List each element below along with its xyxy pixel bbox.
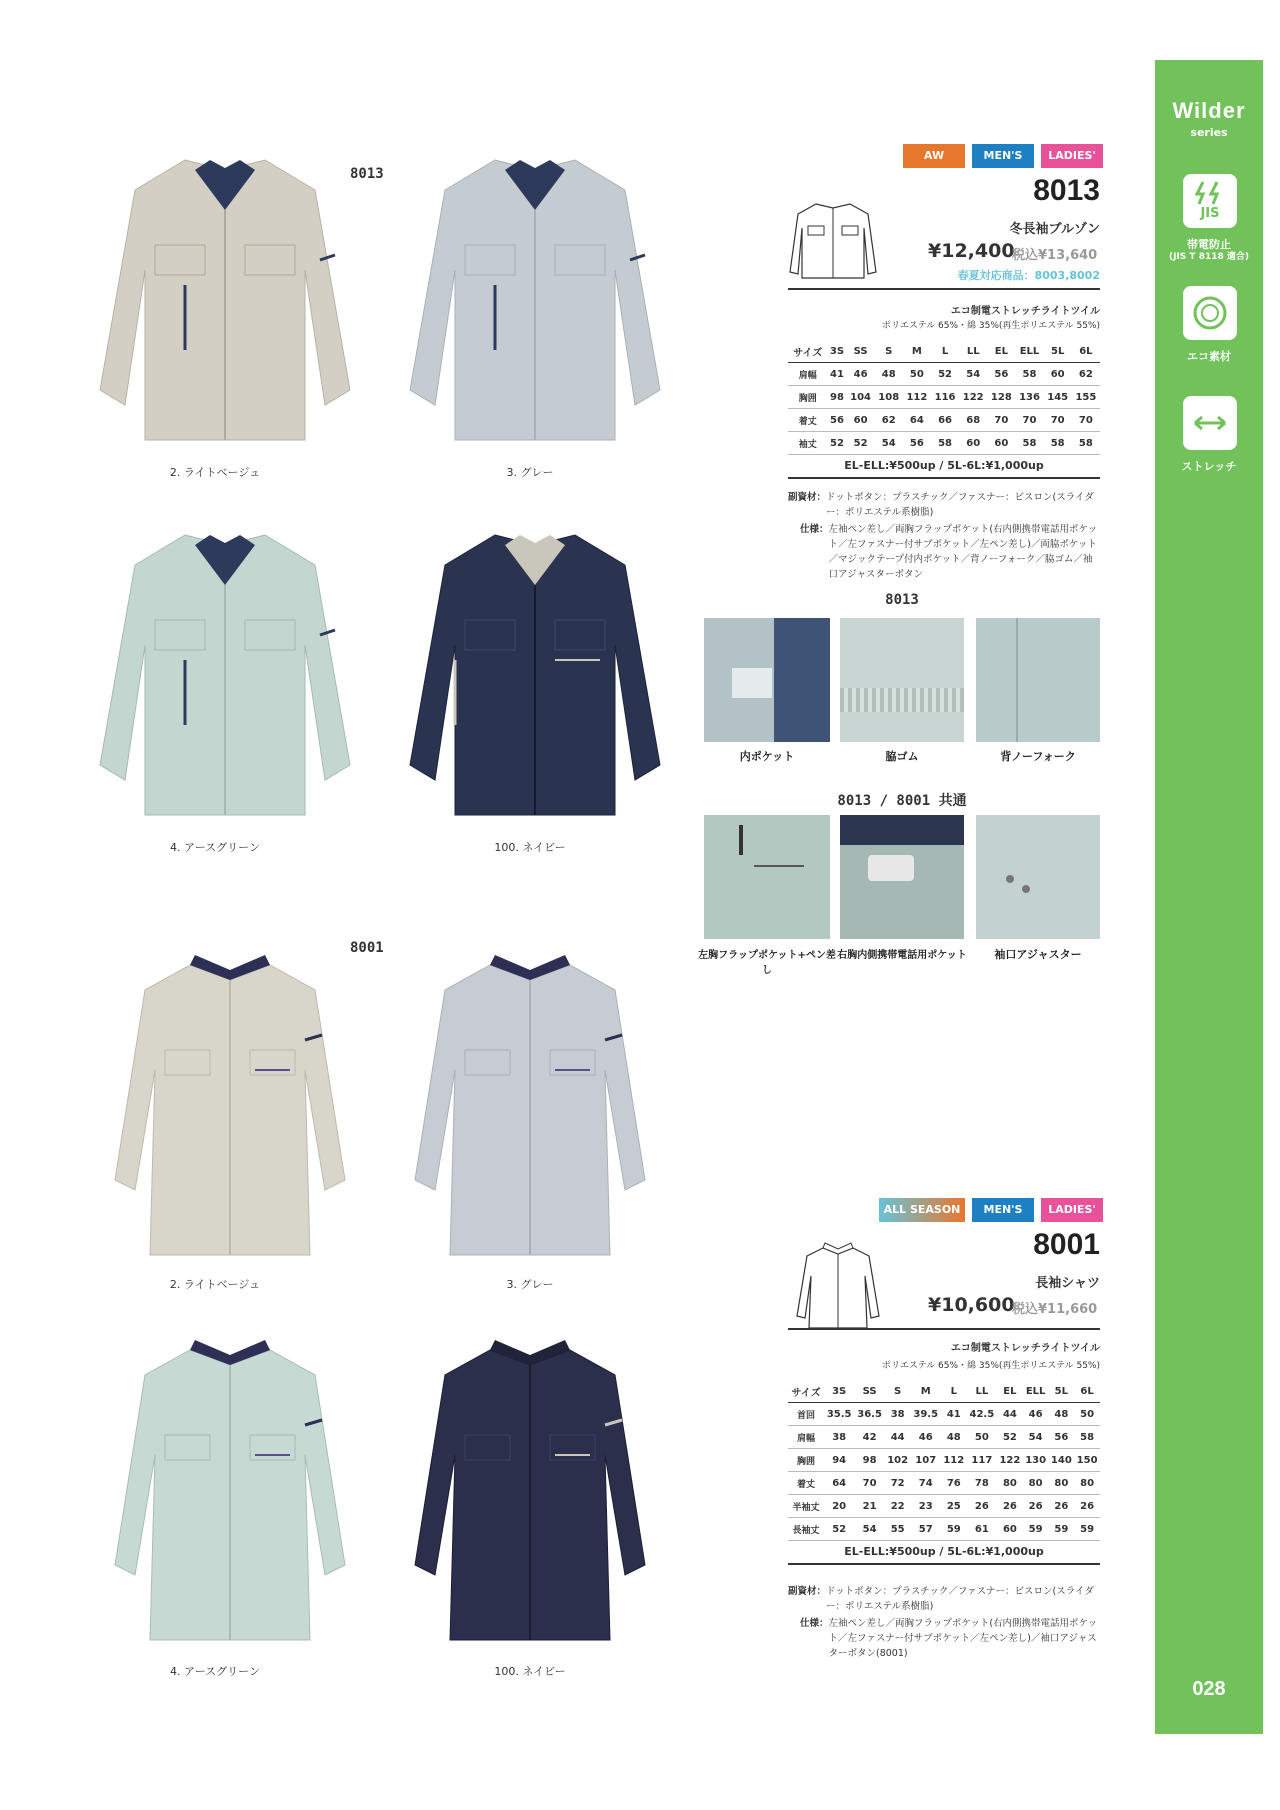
mens-badge: MEN'S (972, 1198, 1034, 1222)
size-value-cell: 76 (941, 1472, 967, 1495)
jacket-caption-light-beige: 2. ライトベージュ (169, 466, 261, 479)
size-value-cell: 70 (1015, 409, 1043, 432)
price-with-tax-8001: 税込¥11,660 (1012, 1302, 1098, 1317)
size-value-cell: 112 (941, 1449, 967, 1472)
size-value-cell: 58 (1044, 432, 1072, 455)
size-value-cell: 35.5 (824, 1403, 854, 1426)
size-header-cell: M (903, 340, 931, 363)
size-header-cell: SS (847, 340, 875, 363)
size-value-cell: 41 (827, 363, 846, 386)
size-value-cell: 64 (903, 409, 931, 432)
size-value-cell: 46 (1023, 1403, 1049, 1426)
size-header-cell: 6L (1072, 340, 1100, 363)
ladies-badge: LADIES' (1041, 1198, 1103, 1222)
side-elastic-photo (840, 618, 964, 742)
phone-pocket-photo (840, 815, 964, 939)
size-header-cell: 6L (1074, 1380, 1100, 1403)
size-header-cell: M (911, 1380, 941, 1403)
size-value-cell: 52 (847, 432, 875, 455)
size-value-cell: 42.5 (967, 1403, 997, 1426)
ladies-badge: LADIES' (1041, 144, 1103, 168)
shirt-photo-navy (400, 1335, 660, 1645)
caption-phone-pocket: 右胸内側携帯電話用ポケット (837, 950, 967, 961)
size-value-cell: 107 (911, 1449, 941, 1472)
size-value-cell: 54 (959, 363, 987, 386)
size-value-cell: 20 (824, 1495, 854, 1518)
size-value-cell: 26 (1074, 1495, 1100, 1518)
antistatic-standard-label: (JIS T 8118 適合) (1169, 252, 1249, 262)
caption-left-chest-pocket: 左胸フラップポケット+ペン差し (698, 950, 836, 976)
size-value-cell: 94 (824, 1449, 854, 1472)
caption-inner-pocket: 内ポケット (739, 750, 795, 763)
materials-text: ドットボタン：プラスチック／ファスナー：ビスロン(スライダー：ポリエステル系樹脂) (826, 1586, 1094, 1612)
left-chest-pocket-photo (704, 815, 830, 939)
size-value-cell: 26 (967, 1495, 997, 1518)
jacket-photo-gray (400, 150, 670, 450)
detail-section-8013: 8013 (885, 592, 919, 608)
jis-antistatic-icon (1183, 174, 1237, 228)
back-no-fork-photo (976, 618, 1100, 742)
jacket-model-code: 8013 (350, 166, 384, 182)
size-value-cell: 54 (854, 1518, 884, 1541)
related-products-8013: 春夏対応商品：8003,8002 (957, 269, 1100, 282)
size-value-cell: 74 (911, 1472, 941, 1495)
size-header-cell: LL (959, 340, 987, 363)
size-value-cell: 102 (885, 1449, 911, 1472)
size-value-cell: 140 (1048, 1449, 1074, 1472)
size-value-cell: 52 (824, 1518, 854, 1541)
cuff-adjuster-photo (976, 815, 1100, 939)
size-value-cell: 26 (1048, 1495, 1074, 1518)
size-value-cell: 60 (987, 432, 1015, 455)
product-code-8013: 8013 (1033, 174, 1100, 207)
size-header-cell: L (941, 1380, 967, 1403)
series-title: Wilder (1172, 98, 1246, 123)
size-value-cell: 122 (959, 386, 987, 409)
stretch-label: ストレッチ (1181, 460, 1237, 473)
size-surcharge-note-8013: EL-ELL:¥500up / 5L-6L:¥1,000up (788, 455, 1100, 479)
size-value-cell: 39.5 (911, 1403, 941, 1426)
size-value-cell: 41 (941, 1403, 967, 1426)
size-value-cell: 58 (931, 432, 959, 455)
spec-text: 左袖ペン差し／両胸フラップポケット(右内側携帯電話用ポケット／左ファスナー付サブポケット／左ペン差し)／両脇ポケット／マジックテープ付内ポケット／背ノーフォーク／脇ゴム／袖口アジャスターボタン (828, 524, 1098, 580)
size-value-cell: 70 (987, 409, 1015, 432)
size-value-cell: 59 (1074, 1518, 1100, 1541)
size-header-cell: LL (967, 1380, 997, 1403)
size-row-label: 肩幅 (788, 1426, 824, 1449)
size-value-cell: 130 (1023, 1449, 1049, 1472)
size-value-cell: 60 (959, 432, 987, 455)
size-value-cell: 80 (1048, 1472, 1074, 1495)
size-value-cell: 145 (1044, 386, 1072, 409)
size-row (788, 363, 1100, 386)
size-header-cell: 3S (824, 1380, 854, 1403)
notes-8013 (788, 490, 1100, 582)
materials-text: ドットボタン：プラスチック／ファスナー：ビスロン(スライダー：ポリエステル系樹脂) (826, 492, 1094, 518)
fabric-detail-8001: ポリエステル 65%・綿 35%(再生ポリエステル 55%) (882, 1361, 1100, 1371)
spec-label: 仕様： (800, 524, 829, 535)
jacket-caption-gray: 3. グレー (506, 466, 554, 479)
size-value-cell: 72 (885, 1472, 911, 1495)
size-row (788, 1449, 1100, 1472)
size-value-cell: 117 (967, 1449, 997, 1472)
size-value-cell: 62 (875, 409, 903, 432)
size-value-cell: 58 (1072, 432, 1100, 455)
size-header-cell: ELL (1015, 340, 1043, 363)
size-value-cell: 38 (885, 1403, 911, 1426)
size-value-cell: 38 (824, 1426, 854, 1449)
size-row-label: 半袖丈 (788, 1495, 824, 1518)
size-header-label: サイズ (788, 340, 827, 363)
size-value-cell: 42 (854, 1426, 884, 1449)
size-value-cell: 25 (941, 1495, 967, 1518)
size-value-cell: 44 (885, 1426, 911, 1449)
page-number: 028 (1192, 1678, 1226, 1700)
size-value-cell: 66 (931, 409, 959, 432)
product-code-8001: 8001 (1033, 1228, 1100, 1261)
size-value-cell: 58 (1074, 1426, 1100, 1449)
season-badge-all-season: ALL SEASON (879, 1198, 965, 1222)
jacket-photo-earth-green (90, 525, 360, 825)
size-value-cell: 64 (824, 1472, 854, 1495)
size-value-cell: 60 (847, 409, 875, 432)
notes-8001 (788, 1584, 1100, 1661)
caption-cuff-adjuster: 袖口アジャスター (994, 948, 1082, 961)
materials-label: 副資材： (788, 1586, 827, 1597)
size-row (788, 409, 1100, 432)
size-value-cell: 56 (827, 409, 846, 432)
size-value-cell: 80 (1074, 1472, 1100, 1495)
size-row (788, 1518, 1100, 1541)
size-header-cell: 3S (827, 340, 846, 363)
shirt-caption-navy: 100. ネイビー (494, 1665, 566, 1678)
size-value-cell: 58 (1015, 363, 1043, 386)
size-value-cell: 52 (997, 1426, 1023, 1449)
size-header-cell: ELL (1023, 1380, 1049, 1403)
size-value-cell: 70 (1072, 409, 1100, 432)
size-value-cell: 46 (847, 363, 875, 386)
size-header-cell: 5L (1048, 1380, 1074, 1403)
jacket-caption-navy: 100. ネイビー (494, 841, 566, 854)
size-value-cell: 54 (1023, 1426, 1049, 1449)
inner-pocket-photo (704, 618, 830, 742)
fabric-detail-8013: ポリエステル 65%・綿 35%(再生ポリエステル 55%) (882, 321, 1100, 331)
shirt-line-drawing (793, 1240, 883, 1332)
fabric-name-8013: エコ制電ストレッチライトツイル (950, 306, 1100, 317)
caption-back-no-fork: 背ノーフォーク (1000, 750, 1076, 763)
price-8001: ¥10,600 (928, 1294, 1015, 1316)
antistatic-label: 帯電防止 (1187, 238, 1231, 251)
eco-material-icon (1183, 286, 1237, 340)
shirt-model-code: 8001 (350, 940, 384, 956)
size-value-cell: 44 (997, 1403, 1023, 1426)
size-row-label: 着丈 (788, 409, 827, 432)
size-value-cell: 112 (903, 386, 931, 409)
size-value-cell: 52 (827, 432, 846, 455)
spec-text: 左袖ペン差し／両胸フラップポケット(右内側携帯電話用ポケット／左ファスナー付サブポケット／左ペン差し)／袖口アジャスターボタン(8001) (828, 1618, 1098, 1659)
caption-side-elastic: 脇ゴム (885, 750, 919, 763)
size-row (788, 1403, 1100, 1426)
size-value-cell: 22 (885, 1495, 911, 1518)
detail-section-common: 8013 / 8001 共通 (837, 793, 967, 809)
stretch-icon (1183, 396, 1237, 450)
jacket-line-drawing (788, 198, 878, 283)
size-row (788, 1426, 1100, 1449)
size-row-label: 胸囲 (788, 386, 827, 409)
size-value-cell: 57 (911, 1518, 941, 1541)
shirt-photo-gray (400, 950, 660, 1260)
size-row-label: 着丈 (788, 1472, 824, 1495)
shirt-caption-light-beige: 2. ライトベージュ (169, 1278, 261, 1291)
materials-label: 副資材： (788, 492, 827, 503)
size-header-cell: L (931, 340, 959, 363)
size-value-cell: 54 (875, 432, 903, 455)
size-value-cell: 52 (931, 363, 959, 386)
size-value-cell: 61 (967, 1518, 997, 1541)
size-value-cell: 59 (1023, 1518, 1049, 1541)
size-value-cell: 98 (854, 1449, 884, 1472)
size-value-cell: 48 (875, 363, 903, 386)
size-value-cell: 70 (854, 1472, 884, 1495)
size-value-cell: 60 (997, 1518, 1023, 1541)
size-value-cell: 48 (941, 1426, 967, 1449)
size-value-cell: 68 (959, 409, 987, 432)
eco-material-label: エコ素材 (1187, 350, 1231, 363)
size-value-cell: 56 (987, 363, 1015, 386)
size-table-8001 (788, 1380, 1100, 1565)
size-value-cell: 59 (1048, 1518, 1074, 1541)
size-value-cell: 46 (911, 1426, 941, 1449)
size-header-cell: S (885, 1380, 911, 1403)
size-value-cell: 26 (1023, 1495, 1049, 1518)
size-header-cell: 5L (1044, 340, 1072, 363)
jacket-photo-light-beige (90, 150, 360, 450)
size-value-cell: 56 (1048, 1426, 1074, 1449)
size-header-cell: EL (987, 340, 1015, 363)
shirt-photo-earth-green (100, 1335, 360, 1645)
size-value-cell: 36.5 (854, 1403, 884, 1426)
size-value-cell: 98 (827, 386, 846, 409)
shirt-caption-gray: 3. グレー (506, 1278, 554, 1291)
size-value-cell: 122 (997, 1449, 1023, 1472)
size-value-cell: 104 (847, 386, 875, 409)
size-row-label: 袖丈 (788, 432, 827, 455)
size-value-cell: 26 (997, 1495, 1023, 1518)
jacket-caption-earth-green: 4. アースグリーン (170, 841, 260, 854)
size-header-cell: S (875, 340, 903, 363)
size-value-cell: 58 (1015, 432, 1043, 455)
size-row (788, 1472, 1100, 1495)
size-header-label: サイズ (788, 1380, 824, 1403)
size-value-cell: 59 (941, 1518, 967, 1541)
size-value-cell: 62 (1072, 363, 1100, 386)
size-row-label: 首回 (788, 1403, 824, 1426)
size-value-cell: 136 (1015, 386, 1043, 409)
size-row-label: 胸囲 (788, 1449, 824, 1472)
size-table-8013 (788, 340, 1100, 479)
divider (788, 288, 1100, 290)
size-value-cell: 60 (1044, 363, 1072, 386)
divider (788, 1328, 1100, 1330)
shirt-photo-light-beige (100, 950, 360, 1260)
product-name-8013: 冬長袖ブルゾン (1009, 222, 1100, 237)
size-value-cell: 78 (967, 1472, 997, 1495)
size-row-label: 肩幅 (788, 363, 827, 386)
size-row (788, 1495, 1100, 1518)
product-name-8001: 長袖シャツ (1035, 1276, 1100, 1291)
mens-badge: MEN'S (972, 144, 1034, 168)
size-row (788, 386, 1100, 409)
shirt-caption-earth-green: 4. アースグリーン (170, 1665, 260, 1678)
size-value-cell: 50 (903, 363, 931, 386)
size-value-cell: 48 (1048, 1403, 1074, 1426)
size-value-cell: 56 (903, 432, 931, 455)
size-value-cell: 50 (967, 1426, 997, 1449)
size-value-cell: 80 (997, 1472, 1023, 1495)
size-row (788, 432, 1100, 455)
size-value-cell: 150 (1074, 1449, 1100, 1472)
jacket-photo-navy (400, 525, 670, 825)
size-value-cell: 23 (911, 1495, 941, 1518)
size-value-cell: 155 (1072, 386, 1100, 409)
size-value-cell: 80 (1023, 1472, 1049, 1495)
size-value-cell: 21 (854, 1495, 884, 1518)
spec-label: 仕様： (800, 1618, 829, 1629)
size-row-label: 長袖丈 (788, 1518, 824, 1541)
size-header-cell: SS (854, 1380, 884, 1403)
size-value-cell: 55 (885, 1518, 911, 1541)
size-value-cell: 116 (931, 386, 959, 409)
price-8013: ¥12,400 (928, 240, 1015, 262)
size-value-cell: 50 (1074, 1403, 1100, 1426)
fabric-name-8001: エコ制電ストレッチライトツイル (950, 1343, 1100, 1354)
size-value-cell: 108 (875, 386, 903, 409)
size-value-cell: 128 (987, 386, 1015, 409)
series-subtitle: series (1190, 126, 1228, 139)
size-surcharge-note-8001: EL-ELL:¥500up / 5L-6L:¥1,000up (788, 1541, 1100, 1565)
season-badge-aw: AW (903, 144, 965, 168)
size-value-cell: 70 (1044, 409, 1072, 432)
size-header-cell: EL (997, 1380, 1023, 1403)
jis-text: JIS (1200, 206, 1220, 221)
price-with-tax-8013: 税込¥13,640 (1012, 248, 1098, 263)
